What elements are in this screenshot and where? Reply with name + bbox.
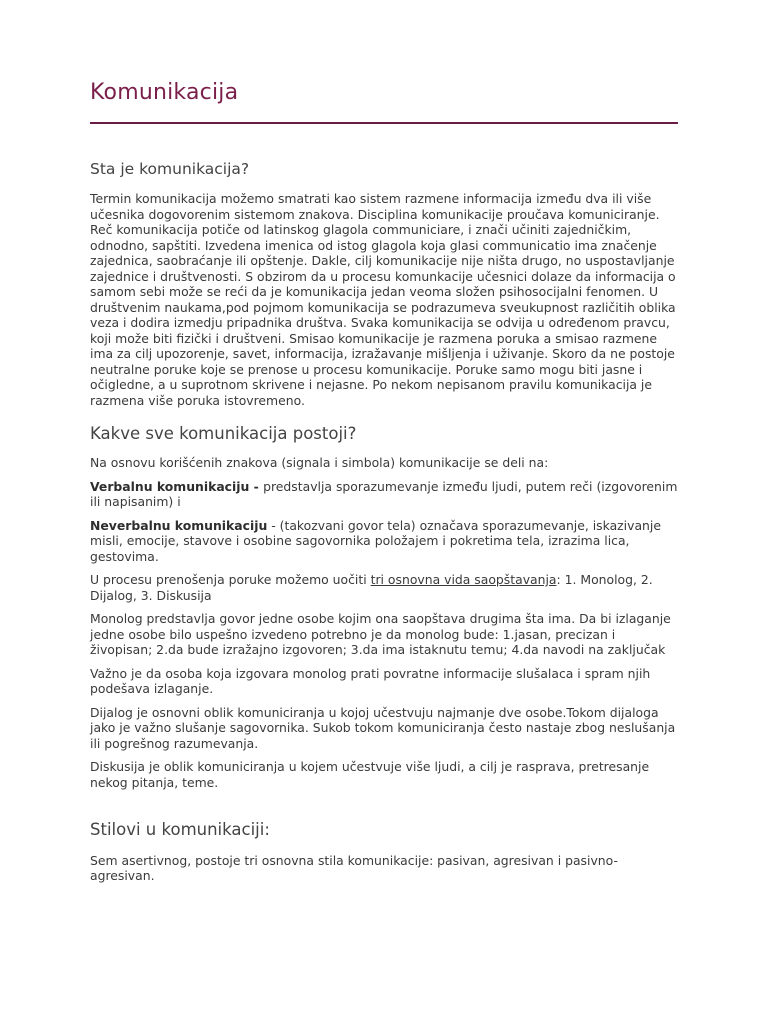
process-text-start: U procesu prenošenja poruke možemo uočiti xyxy=(90,572,371,587)
paragraph-verbal xyxy=(90,479,680,510)
paragraph-definition: Termin komunikacija možemo smatrati kao sistem razmene informacija između dva ili više učesnika dogovorenim sistemom znakova. Disciplina komunikacije proučava komuniciranje. Reč komunikacija potiče od latinskog glagola communiciare, i znači učiniti zajedničkim, odnodno, sapštiti. Izvedena imenica od istog glagola koja glasi communicatio ima značenje zajednica, saobraćanje ili opštenje. Dakle, cilj komunikacije nije ništa drugo, no uspostavljanje zajednice i društvenosti. S obzirom da u procesu komunkacije učesnici dolaze da informacija o samom sebi može se reći da je komunikacija jedan veoma složen psihosocijalni fenomen. U društvenim naukama,pod pojmom komunikacija se podrazumeva sveukupnost različitih oblika veza i dodira izmedju pripadnika društva. Svaka komunikacija se odvija u određenom pravcu, koji može biti fizički i društveni. Smisao komunikacije je razmena poruka a smisao razmene ima za cilj upozorenje, savet, informacija, izražavanje mišljenja i uživanje. Skoro da ne postoje neutralne poruke koje se prenose u procesu komunikacije. Poruke samo mogu biti jasne i očigledne, a u suprotnom skrivene i nejasne. Po nekom nepisanom pravilu komunikacija je razmena više poruka istovremeno. xyxy=(90,191,676,408)
document-body xyxy=(90,160,680,892)
process-text-end: : 1. Monolog, 2. Dijalog, 3. Diskusija xyxy=(90,572,653,603)
paragraph-nonverbal xyxy=(90,518,680,565)
underlined-phrase: tri osnovna vida saopštavanja xyxy=(370,572,557,587)
paragraph-diskusija: Diskusija je oblik komuniciranja u kojem učestvuje više ljudi, a cilj je rasprava, pretresanje nekog pitanja, teme. xyxy=(90,759,650,790)
nonverbal-term: Neverbalnu komunikaciju xyxy=(90,517,268,533)
heading-stilovi: Stilovi u komunikaciji: xyxy=(90,820,270,839)
heading-kakve-komunikacije: Kakve sve komunikacija postoji? xyxy=(90,424,357,444)
paragraph-monolog: Monolog predstavlja govor jedne osobe kojim ona saopštava drugima šta ima. Da bi izlaganje jedne osobe bilo uspešno izvedeno potrebno je da monolog bude: 1.jasan, precizan i živopisan; 2.da bude izražajno izgovoren; 3.da ima istaknutu temu; 4.da navodi na zaključak xyxy=(90,611,671,657)
paragraph-dijalog: Dijalog je osnovni oblik komuniciranja u kojoj učestvuju najmanje dve osobe.Tokom dijaloga jako je važno slušanje sagovornika. Sukob tokom komuniciranja često nastaje zbog neslušanja ili pogrešnog razumevanja. xyxy=(90,704,676,751)
nonverbal-description: - (takozvani govor tela) označava sporazumevanje, iskazivanje misli, emocije, stavove i osobine sagovornika položajem i pokretima tela, izrazima lica, gestovima. xyxy=(90,517,661,564)
verbal-description: predstavlja sporazumevanje između ljudi, putem reči (izgovorenim ili napisanim) i xyxy=(90,478,678,509)
paragraph-stilovi: Sem asertivnog, postoje tri osnovna stila komunikacije: pasivan, agresivan i pasivno-agresivan. xyxy=(90,852,618,884)
title-divider xyxy=(90,122,678,124)
heading-sta-je-komunikacija: Sta je komunikacija? xyxy=(90,160,250,178)
paragraph-vazno: Važno je da osoba koja izgovara monolog prati povratne informacije slušalaca i spram njih podešava izlaganje. xyxy=(90,665,651,696)
verbal-term: Verbalnu komunikaciju - xyxy=(90,478,264,494)
page-title: Komunikacija xyxy=(90,80,239,105)
paragraph-process xyxy=(90,572,680,603)
paragraph-intro: Na osnovu korišćenih znakova (signala i simbola) komunikacije se deli na: xyxy=(90,455,549,470)
